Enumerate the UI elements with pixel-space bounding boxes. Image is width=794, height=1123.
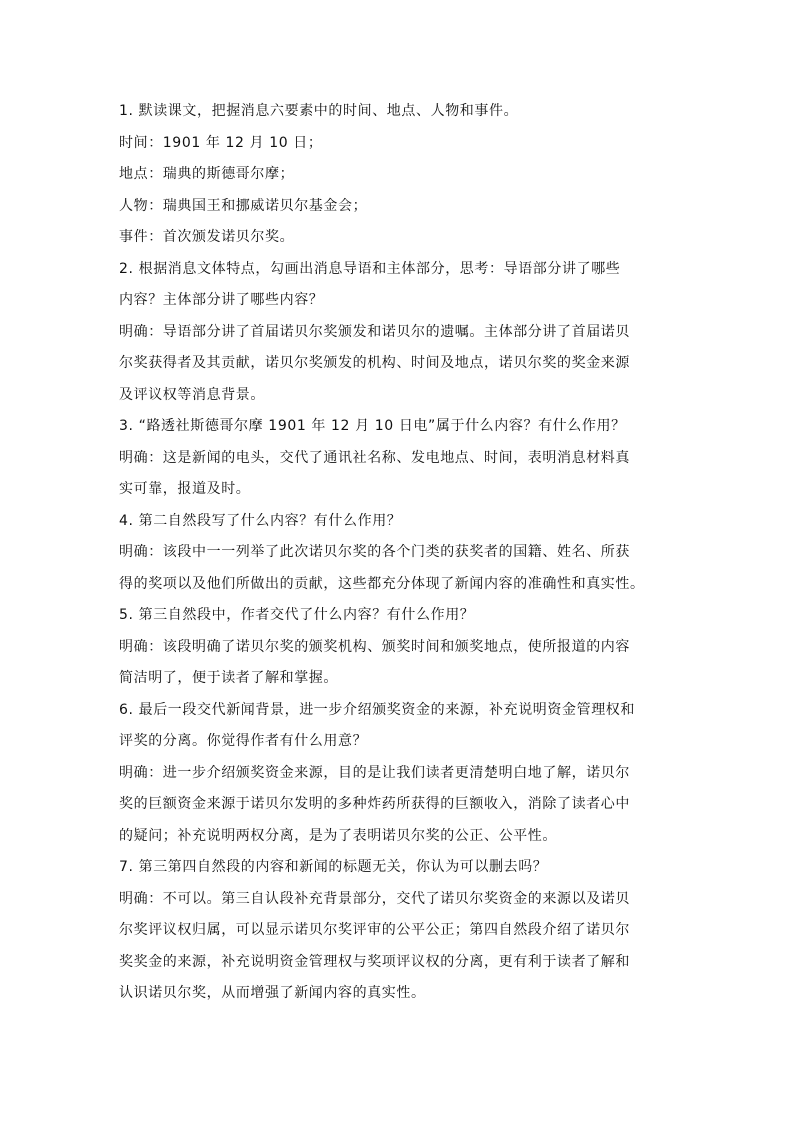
answer-2-cont: 及评议权等消息背景。 bbox=[119, 386, 265, 403]
answer-2: 明确：导语部分讲了首届诺贝尔奖颁发和诺贝尔的遗嘱。主体部分讲了首届诺贝 bbox=[119, 323, 630, 340]
question-7: 7. 第三第四自然段的内容和新闻的标题无关，你认为可以删去吗？ bbox=[119, 859, 548, 875]
answer-7: 明确：不可以。第三自认段补充背景部分，交代了诺贝尔奖资金的来源以及诺贝 bbox=[119, 890, 630, 907]
answer-5-cont: 简洁明了，便于读者了解和掌握。 bbox=[119, 670, 338, 686]
question-6: 6. 最后一段交代新闻背景，进一步介绍颁奖资金的来源，补充说明资金管理权和 bbox=[119, 701, 636, 718]
answer-3: 明确：这是新闻的电头，交代了通讯社名称、发电地点、时间，表明消息材料真 bbox=[119, 449, 630, 466]
question-2-cont: 内容？主体部分讲了哪些内容？ bbox=[119, 292, 324, 308]
answer-4-cont: 得的奖项以及他们所做出的贡献，这些都充分体现了新闻内容的准确性和真实性。 bbox=[119, 575, 645, 592]
answer-4: 明确：该段中一一列举了此次诺贝尔奖的各个门类的获奖者的国籍、姓名、所获 bbox=[119, 544, 630, 560]
answer-6-cont: 的疑问；补充说明两权分离，是为了表明诺贝尔奖的公正、公平性。 bbox=[119, 827, 557, 844]
answer-7-cont: 奖奖金的来源，补充说明资金管理权与奖项评议权的分离，更有利于读者了解和 bbox=[119, 953, 630, 970]
answer-6: 明确：进一步介绍颁奖资金来源，目的是让我们读者更清楚明白地了解，诺贝尔 bbox=[119, 764, 630, 781]
question-1: 1. 默读课文，把握消息六要素中的时间、地点、人物和事件。 bbox=[119, 103, 519, 119]
question-2: 2. 根据消息文体特点，勾画出消息导语和主体部分，思考：导语部分讲了哪些 bbox=[119, 260, 621, 277]
question-4: 4. 第二自然段写了什么内容？有什么作用？ bbox=[119, 512, 402, 529]
answer-event: 事件：首次颁发诺贝尔奖。 bbox=[119, 229, 295, 245]
question-6-cont: 评奖的分离。你觉得作者有什么用意？ bbox=[119, 733, 368, 749]
answer-people: 人物：瑞典国王和挪威诺贝尔基金会； bbox=[119, 197, 368, 214]
answer-5: 明确：该段明确了诺贝尔奖的颁奖机构、颁奖时间和颁奖地点，使所报道的内容 bbox=[119, 638, 630, 655]
answer-3-cont: 实可靠，报道及时。 bbox=[119, 481, 251, 497]
answer-6-cont: 奖的巨额资金来源于诺贝尔发明的多种炸药所获得的巨额收入，消除了读者心中 bbox=[119, 796, 630, 812]
question-3: 3. “路透社斯德哥尔摩 1901 年 12 月 10 日电”属于什么内容？有什么作用？ bbox=[119, 418, 626, 434]
question-5: 5. 第三自然段中，作者交代了什么内容？有什么作用？ bbox=[119, 607, 475, 623]
answer-2-cont: 尔奖获得者及其贡献，诺贝尔奖颁发的机构、时间及地点，诺贝尔奖的奖金来源 bbox=[119, 355, 630, 371]
answer-place: 地点：瑞典的斯德哥尔摩； bbox=[119, 166, 295, 182]
answer-7-cont: 认识诺贝尔奖，从而增强了新闻内容的真实性。 bbox=[119, 985, 426, 1001]
answer-time: 时间：1901 年 12 月 10 日； bbox=[119, 134, 323, 151]
document-body bbox=[119, 96, 679, 1010]
answer-7-cont: 尔奖评议权归属，可以显示诺贝尔奖评审的公平公正；第四自然段介绍了诺贝尔 bbox=[119, 922, 630, 938]
